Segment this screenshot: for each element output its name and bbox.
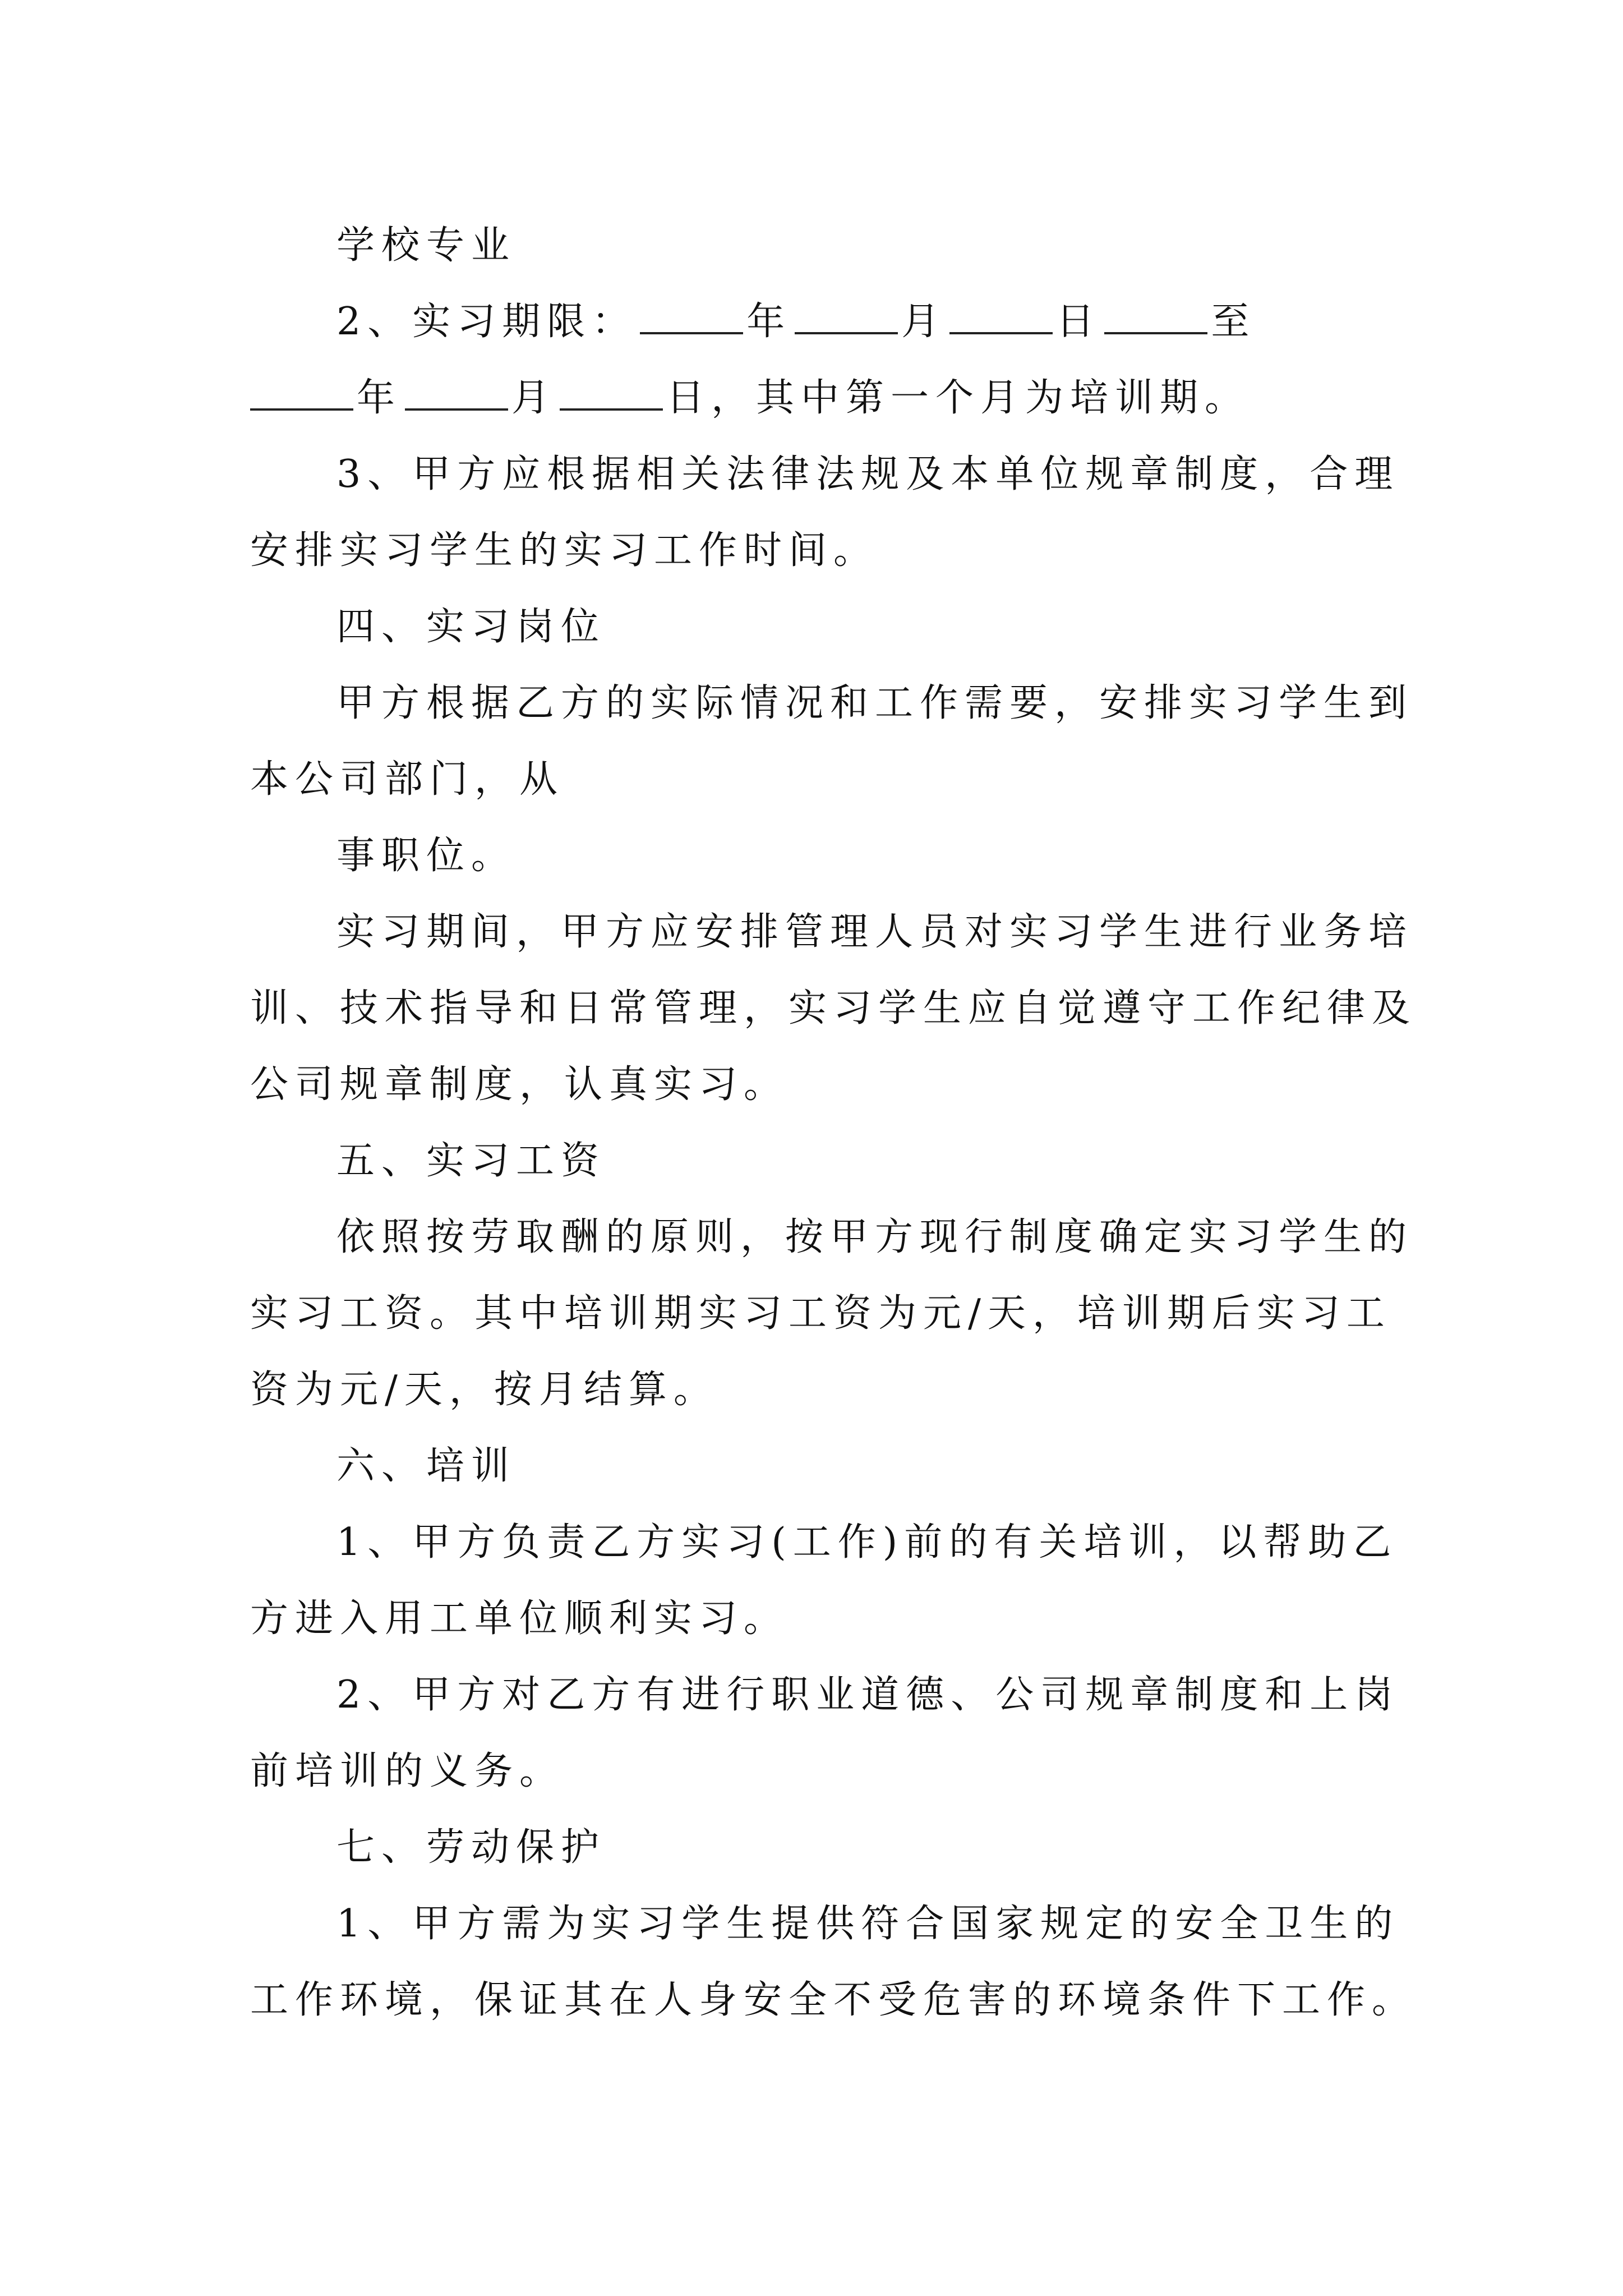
paragraph-line: 本公司部门，从 xyxy=(250,757,565,802)
paragraph-line: 甲方根据乙方的实际情况和工作需要，安排实习学生到 xyxy=(336,681,1414,725)
paragraph-line: 前培训的义务。 xyxy=(250,1749,565,1793)
text: 年 xyxy=(746,300,792,344)
text: 2、实习期限： xyxy=(336,300,637,344)
blank-field xyxy=(1104,330,1207,334)
line-school-major xyxy=(250,208,1389,284)
paragraph-line: 1、甲方需为实习学生提供符合国家规定的安全卫生的 xyxy=(336,1902,1400,1946)
section-heading: 六、培训 xyxy=(336,1444,517,1488)
paragraph-line: 事职位。 xyxy=(336,834,517,878)
section-heading: 五、实习工资 xyxy=(336,1139,606,1183)
text: 日 xyxy=(1056,300,1101,344)
section-heading: 七、劳动保护 xyxy=(336,1825,606,1870)
text: 至 xyxy=(1211,300,1256,344)
paragraph-line: 方进入用工单位顺利实习。 xyxy=(250,1596,789,1641)
blank-field xyxy=(250,406,353,411)
paragraph-line: 实习工资。其中培训期实习工资为元/天，培训期后实习工 xyxy=(250,1291,1391,1336)
paragraph-line: 训、技术指导和日常管理，实习学生应自觉遵守工作纪律及 xyxy=(250,986,1417,1030)
paragraph-line: 依照按劳取酬的原则，按甲方现行制度确定实习学生的 xyxy=(336,1215,1414,1259)
paragraph-line: 实习期间，甲方应安排管理人员对实习学生进行业务培 xyxy=(336,910,1414,954)
line-internship-period xyxy=(250,284,1389,360)
section-heading: 四、实习岗位 xyxy=(336,605,606,649)
paragraph-line: 工作环境，保证其在人身安全不受危害的环境条件下工作。 xyxy=(250,1978,1417,2022)
blank-field xyxy=(949,330,1053,334)
paragraph-line: 安排实习学生的实习工作时间。 xyxy=(250,528,879,573)
paragraph-line: 资为元/天，按月结算。 xyxy=(250,1368,718,1412)
text: 年 xyxy=(357,376,402,420)
paragraph-line: 2、甲方对乙方有进行职业道德、公司规章制度和上岗 xyxy=(336,1673,1400,1717)
line-internship-period-end xyxy=(250,360,1389,436)
blank-field xyxy=(795,330,898,334)
text: 日，其中第一个月为培训期。 xyxy=(666,376,1250,420)
document-body xyxy=(250,208,1417,2039)
text: 月 xyxy=(511,376,557,420)
blank-field xyxy=(560,406,663,411)
text: 学校专业 xyxy=(336,223,517,268)
blank-field xyxy=(405,406,508,411)
blank-field xyxy=(640,330,743,334)
text: 月 xyxy=(901,300,947,344)
paragraph-line: 公司规章制度，认真实习。 xyxy=(250,1062,789,1107)
paragraph-line: 1、甲方负责乙方实习(工作)前的有关培训，以帮助乙 xyxy=(336,1520,1398,1565)
paragraph-line: 3、甲方应根据相关法律法规及本单位规章制度，合理 xyxy=(336,452,1400,496)
